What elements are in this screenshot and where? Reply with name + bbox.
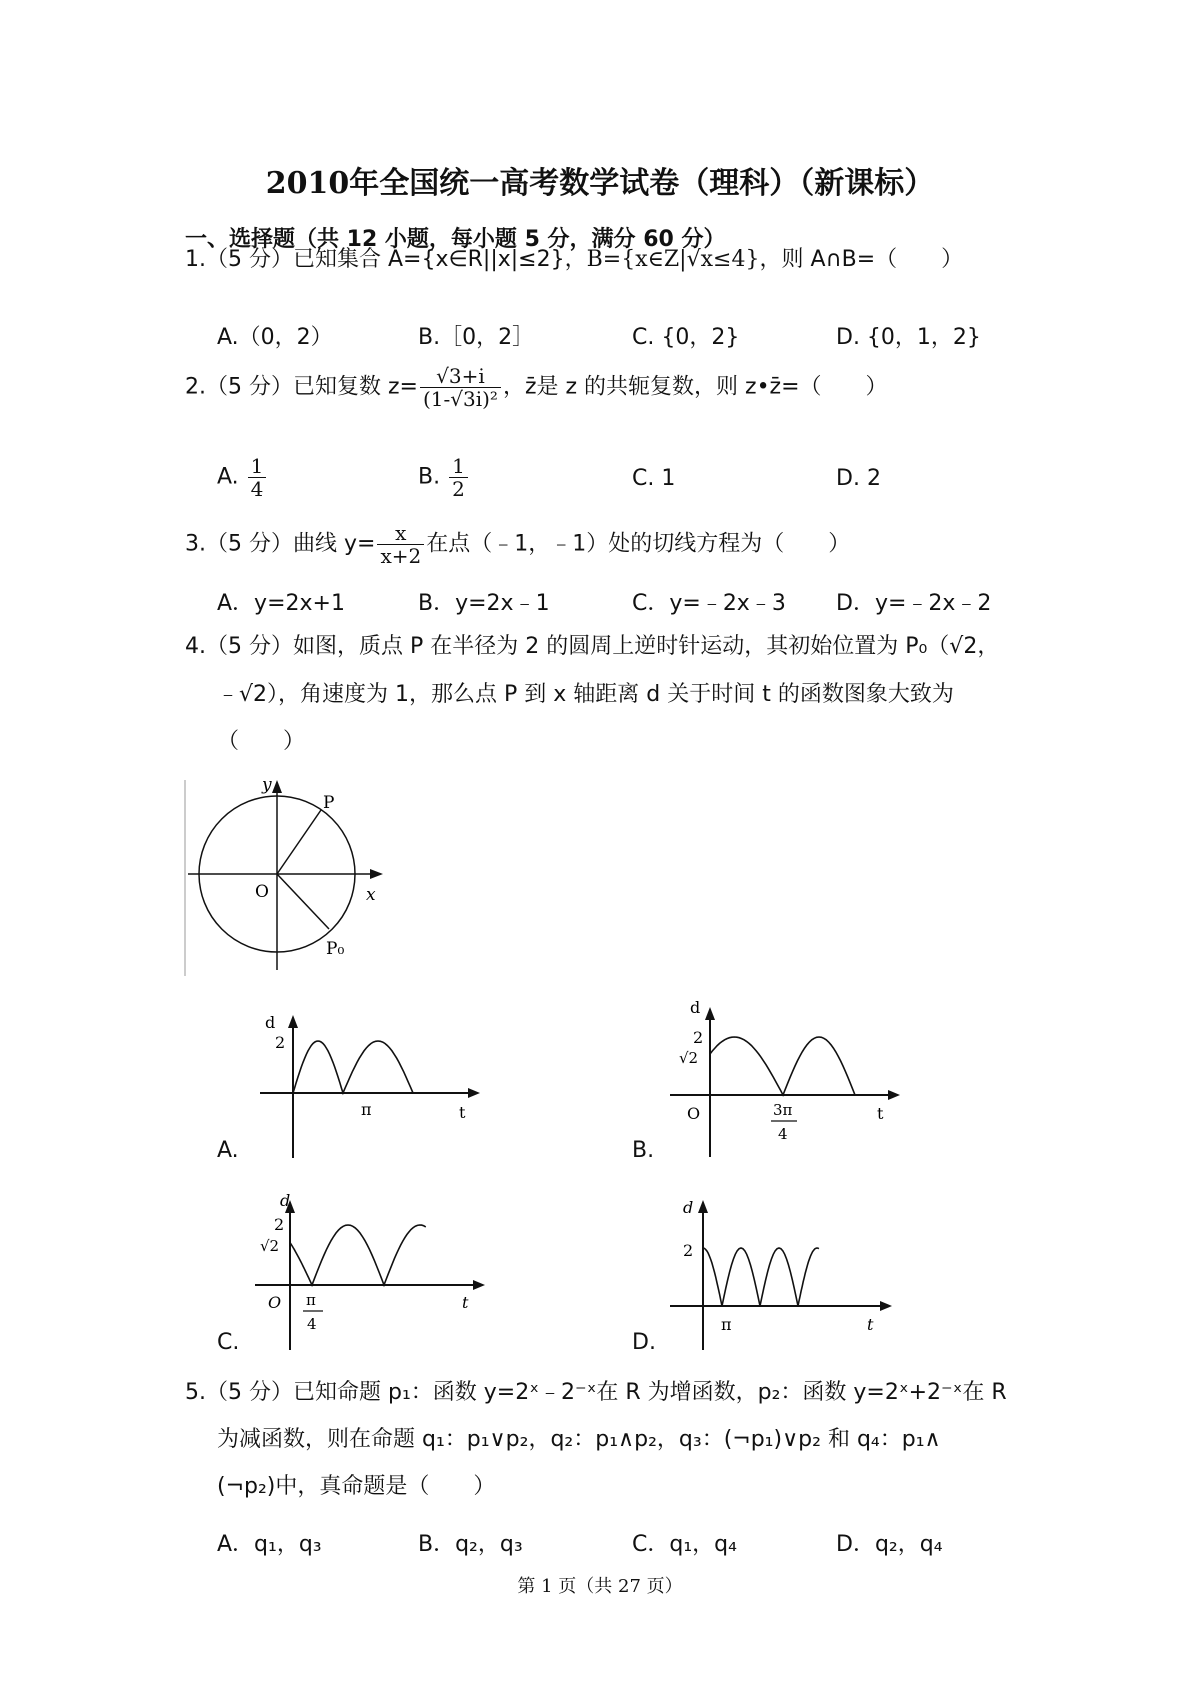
graph-c-origin: O bbox=[268, 1293, 282, 1312]
q2-option-d-label: D. bbox=[836, 466, 860, 491]
q2-option-b-label: B. bbox=[418, 464, 441, 490]
graph-b-d-arrow bbox=[705, 1007, 715, 1020]
graph-a-curve bbox=[293, 1041, 413, 1093]
graph-a-ytick: 2 bbox=[275, 1033, 286, 1052]
q3-suffix: 在点（﹣1，﹣1）处的切线方程为（ ） bbox=[426, 531, 851, 557]
graph-d bbox=[665, 1188, 905, 1353]
q5-option-c: C．q₁，q₄ bbox=[632, 1532, 737, 1557]
q2-prefix: 2.（5 分）已知复数 z= bbox=[185, 374, 418, 400]
graph-c bbox=[250, 1188, 490, 1353]
point-p-label: P bbox=[323, 793, 335, 813]
graph-c-ytick: 2 bbox=[274, 1215, 285, 1234]
origin-label: O bbox=[255, 882, 269, 902]
radius-p0 bbox=[277, 874, 329, 929]
graph-b-t-arrow bbox=[888, 1090, 900, 1100]
page-footer: 第 1 页（共 27 页） bbox=[517, 1576, 683, 1597]
question-5-line-1: 5.（5 分）已知命题 p₁：函数 y=2ˣ﹣2⁻ˣ在 R 为增函数，p₂：函数 y=2ˣ+2⁻ˣ在 R bbox=[185, 1380, 1007, 1405]
graph-d-t-label: t bbox=[867, 1315, 874, 1334]
graph-b-d-label: d bbox=[690, 998, 701, 1017]
graph-a-t-label: t bbox=[459, 1103, 466, 1122]
y-axis-label: y bbox=[262, 778, 272, 795]
graph-b bbox=[665, 995, 905, 1160]
graph-c-xtick-den: 4 bbox=[307, 1315, 317, 1333]
q5-option-a: A．q₁，q₃ bbox=[217, 1532, 322, 1557]
graph-d-ytick: 2 bbox=[683, 1241, 694, 1260]
graph-c-curve bbox=[290, 1225, 426, 1285]
graph-c-t-arrow bbox=[473, 1280, 485, 1290]
circle-figure bbox=[183, 778, 393, 978]
q1-text-a: 1.（5 分）已知集合 A={x∈R||x|≤2}， bbox=[185, 247, 587, 272]
graph-d-t-arrow bbox=[880, 1301, 892, 1311]
question-1 bbox=[185, 245, 963, 275]
q3-option-b: B．y=2x﹣1 bbox=[418, 591, 550, 616]
graph-c-d-label: d bbox=[280, 1191, 291, 1210]
graph-a bbox=[255, 1003, 485, 1163]
graph-b-ytick2: √2 bbox=[679, 1049, 699, 1067]
q2-option-a-label: A. bbox=[217, 464, 239, 490]
q2-option-a-fraction bbox=[248, 455, 267, 500]
graph-d-d-label: d bbox=[683, 1198, 694, 1217]
q5-option-b: B．q₂，q₃ bbox=[418, 1532, 523, 1557]
section-heading: 一、选择题（共 12 小题，每小题 5 分，满分 60 分） bbox=[185, 227, 726, 252]
question-4-line-3: （ ） bbox=[217, 729, 306, 754]
q2-option-b bbox=[418, 455, 470, 500]
q4-option-c-label: C. bbox=[217, 1330, 240, 1355]
page-title: 2010年全国统一高考数学试卷（理科）（新课标） bbox=[265, 166, 935, 201]
graph-c-t-label: t bbox=[462, 1293, 469, 1312]
q2-fraction bbox=[420, 365, 501, 410]
q2-option-d bbox=[836, 466, 881, 491]
graph-d-d-arrow bbox=[698, 1200, 708, 1213]
q1-set-b: B={x∈Z|√x≤4} bbox=[586, 247, 760, 272]
graph-b-origin: O bbox=[687, 1104, 701, 1123]
question-5-line-2: 为减函数，则在命题 q₁：p₁∨p₂，q₂：p₁∧p₂，q₃：(¬p₁)∨p₂ 和 q₄：p₁∧ bbox=[217, 1427, 941, 1452]
q1-option-a: A.（0，2） bbox=[217, 325, 333, 350]
q2-option-a-den: 4 bbox=[250, 477, 264, 501]
graph-a-xtick: π bbox=[361, 1100, 372, 1119]
question-4-line-1: 4.（5 分）如图，质点 P 在半径为 2 的圆周上逆时针运动，其初始位置为 P₀（√2， bbox=[185, 634, 1000, 659]
q3-numerator: x bbox=[377, 522, 424, 545]
x-axis-label: x bbox=[366, 885, 376, 905]
question-3 bbox=[185, 522, 850, 567]
q4-option-b-label: B. bbox=[632, 1138, 655, 1163]
point-p0-label: P₀ bbox=[326, 939, 345, 959]
graph-b-ytick: 2 bbox=[693, 1028, 704, 1047]
question-2 bbox=[185, 365, 888, 410]
q2-denominator: (1-√3i)² bbox=[422, 387, 498, 411]
q2-numerator: √3+i bbox=[420, 365, 501, 388]
q2-option-c bbox=[632, 466, 675, 491]
q2-option-c-text: 1 bbox=[661, 466, 676, 491]
graph-a-t-arrow bbox=[468, 1088, 480, 1098]
graph-d-xtick: π bbox=[721, 1315, 732, 1334]
graph-c-xtick-num: π bbox=[306, 1291, 316, 1309]
q3-option-c: C．y=﹣2x﹣3 bbox=[632, 591, 786, 616]
y-axis-arrow bbox=[272, 780, 282, 793]
q2-option-a-num: 1 bbox=[248, 455, 267, 478]
q2-option-b-fraction bbox=[449, 455, 468, 500]
q4-option-a-label: A. bbox=[217, 1138, 239, 1163]
q3-denominator: x+2 bbox=[380, 544, 422, 568]
q2-option-c-label: C. bbox=[632, 466, 655, 491]
q2-option-d-text: 2 bbox=[866, 466, 881, 491]
question-4-line-2: ﹣√2），角速度为 1，那么点 P 到 x 轴距离 d 关于时间 t 的函数图象大致为 bbox=[217, 682, 954, 707]
q1-text-b: ，则 A∩B=（ ） bbox=[759, 247, 964, 272]
graph-b-xtick-num: 3π bbox=[773, 1101, 793, 1119]
q3-option-d: D．y=﹣2x﹣2 bbox=[836, 591, 992, 616]
q1-option-d: D. {0，1，2} bbox=[836, 325, 981, 350]
graph-c-ytick2: √2 bbox=[260, 1237, 280, 1255]
graph-b-xtick-den: 4 bbox=[778, 1125, 788, 1143]
q4-option-d-label: D. bbox=[632, 1330, 656, 1355]
q5-option-d: D．q₂，q₄ bbox=[836, 1532, 943, 1557]
radius-p bbox=[277, 810, 321, 874]
q1-option-b: B.［0，2］ bbox=[418, 325, 535, 350]
x-axis-arrow bbox=[370, 869, 383, 879]
q2-option-b-num: 1 bbox=[449, 455, 468, 478]
q2-mid: ，z̄是 z 的共轭复数，则 z•z̄=（ ） bbox=[502, 374, 888, 400]
graph-a-d-arrow bbox=[288, 1015, 298, 1028]
q3-fraction bbox=[377, 522, 424, 567]
q2-option-a bbox=[217, 455, 268, 500]
question-5-line-3: (¬p₂)中，真命题是（ ） bbox=[217, 1474, 496, 1499]
graph-b-curve bbox=[710, 1037, 855, 1095]
graph-b-t-label: t bbox=[877, 1104, 884, 1123]
q2-option-b-den: 2 bbox=[452, 477, 465, 501]
q1-option-c: C. {0，2} bbox=[632, 325, 740, 350]
graph-a-d-label: d bbox=[265, 1013, 276, 1032]
q3-option-a: A．y=2x+1 bbox=[217, 591, 345, 616]
q3-prefix: 3.（5 分）曲线 y= bbox=[185, 531, 376, 557]
graph-d-curve bbox=[703, 1248, 819, 1306]
